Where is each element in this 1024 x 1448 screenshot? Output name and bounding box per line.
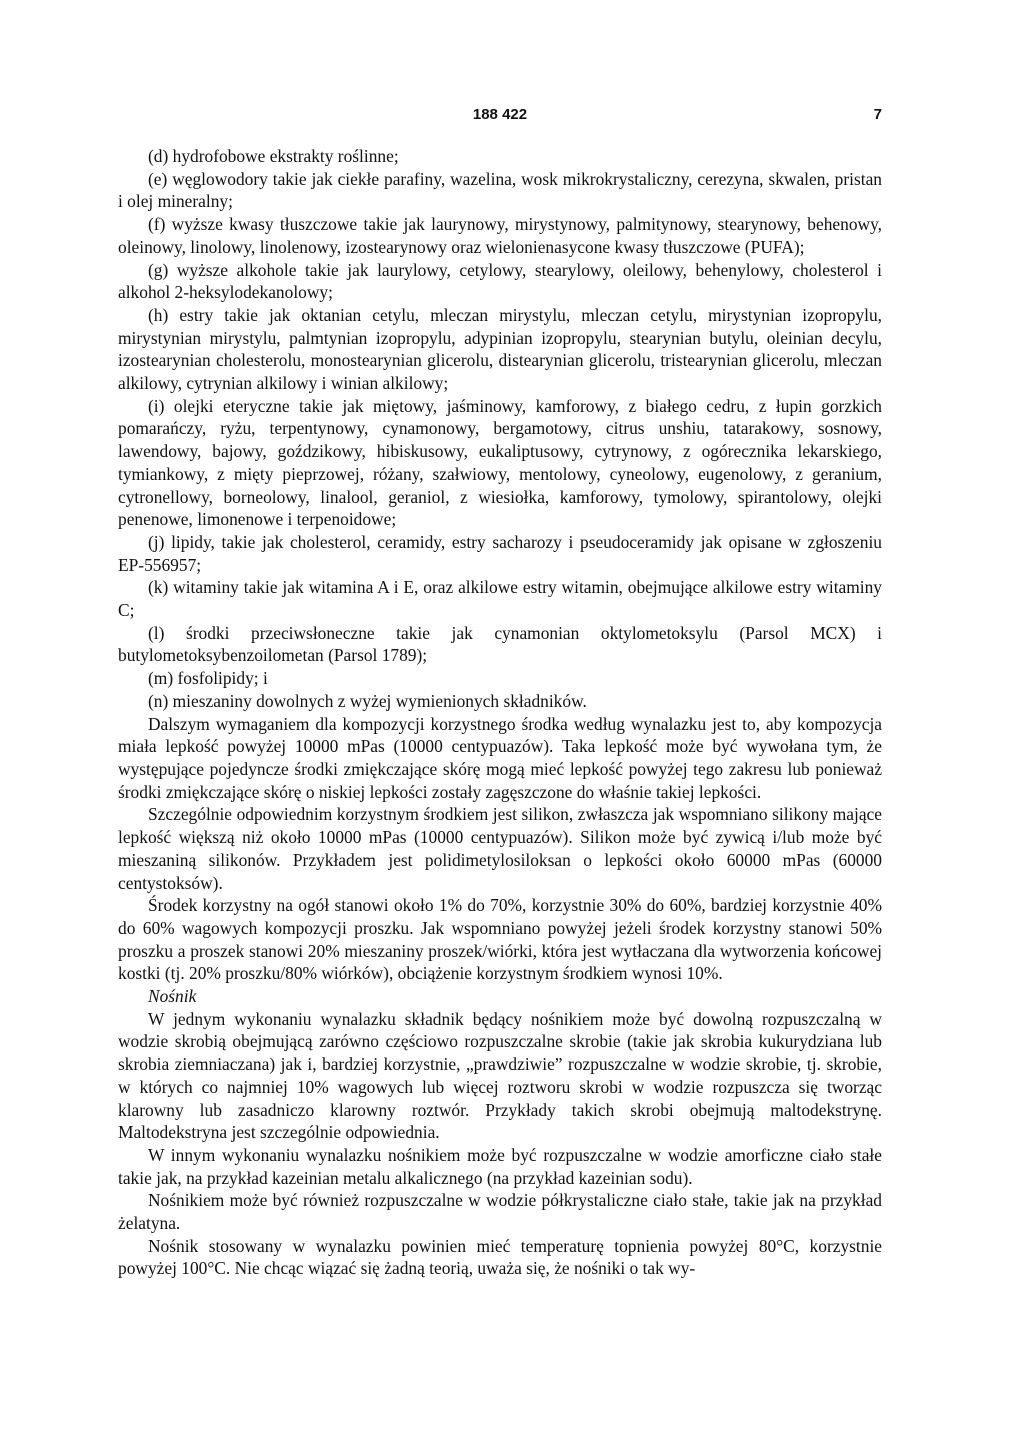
document-number: 188 422 (472, 106, 528, 123)
list-item-m: (m) fosfolipidy; i (148, 668, 268, 689)
list-item-k: (k) witaminy takie jak witamina A i E, oraz alkilowe estry witamin, obejmujące alkilowe estry witaminy C; (118, 577, 882, 621)
paragraph-viscosity: Dalszym wymaganiem dla kompozycji korzystnego środka według wynalazku jest to, aby kompozycja miała lepkość powyżej 10000 mPas (10000 centypuazów). Taka lepkość może być wywołana tym, że występujące pojedyncze środki zmiękczające skórę mogą mieć lepkość powyżej tego zakresu lub ponieważ środki zmiękczające skórę o niskiej lepkości zostały zagęszczone do właśnie takiej lepkości. (118, 713, 882, 802)
section-heading-carrier: Nośnik (148, 986, 197, 1007)
paragraph-melting-point: Nośnik stosowany w wynalazku powinien mieć temperaturę topnienia powyżej 80°C, korzystnie powyżej 100°C. Nie chcąc wiązać się żadną teorią, uważa się, że nośniki o tak wy- (118, 1235, 882, 1279)
list-item-j: (j) lipidy, takie jak cholesterol, ceramidy, estry sacharozy i pseudoceramidy jak opisane w zgłoszeniu EP-556957; (118, 531, 882, 575)
list-item-i: (i) olejki eteryczne takie jak miętowy, jaśminowy, kamforowy, z białego cedru, z łupin gorzkich pomarańczy, ryżu, terpentynowy, cynamonowy, bergamotowy, citrus unshiu, tatarakowy, sosnowy, lawendowy, bajowy, goździkowy, hibiskusowy, eukaliptusowy, cytrynowy, z ogórecznika lekarskiego, tymiankowy, z mięty pieprzowej, różany, szałwiowy, mentolowy, cyneolowy, eugenolowy, z geranium, cytronellowy, borneolowy, linalool, geraniol, z wiesiołka, kamforowy, tymolowy, spirantolowy, olejki penenowe, limonenowe i terpenoidowe; (118, 395, 882, 530)
paragraph-agent-amount: Środek korzystny na ogół stanowi około 1% do 70%, korzystnie 30% do 60%, bardziej korzystnie 40% do 60% wagowych kompozycji proszku. Jak wspomniano powyżej jeżeli środek korzystny stanowi 50% proszku a proszek stanowi 20% mieszaniny proszek/wiórki, która jest wytłaczana dla wytworzenia końcowej kostki (tj. 20% proszku/80% wiórków), obciążenie korzystnym środkiem wynosi 10%. (118, 895, 882, 984)
paragraph-silicone: Szczególnie odpowiednim korzystnym środkiem jest silikon, zwłaszcza jak wspomniano silikony mające lepkość większą niż około 10000 mPas (10000 centypuazów). Silikon może być zywicą i/lub może być mieszaniną silikonów. Przykładem jest polidimetylosiloksan o lepkości około 60000 mPas (60000 centystoksów). (118, 804, 882, 893)
paragraph-semicrystalline-carrier: Nośnikiem może być również rozpuszczalne w wodzie półkrystaliczne ciało stałe, takie jak na przykład żelatyna. (118, 1190, 882, 1234)
list-item-e: (e) węglowodory takie jak ciekłe parafiny, wazelina, wosk mikrokrystaliczny, cerezyna, skwalen, pristan i olej mineralny; (118, 168, 882, 212)
list-item-h: (h) estry takie jak oktanian cetylu, mleczan mirystylu, mleczan cetylu, mirystynian izopropylu, mirystynian mirystylu, palmtynian izopropylu, adypinian izopropylu, stearynian butylu, oleinian decylu, izostearynian cholesterolu, monostearynian glicerolu, distearynian glicerolu, tristearynian glicerolu, mleczan alkilowy, cytrynian alkilowy i winian alkilowy; (118, 304, 882, 394)
list-item-g: (g) wyższe alkohole takie jak laurylowy, cetylowy, stearylowy, oleilowy, behenylowy, cholesterol i alkohol 2-heksylodekanolowy; (118, 259, 882, 303)
list-item-l: (l) środki przeciwsłoneczne takie jak cynamonian oktylometoksylu (Parsol MCX) i butylometoksybenzoilometan (Parsol 1789); (118, 622, 882, 666)
page-number: 7 (873, 106, 882, 123)
list-item-d: (d) hydrofobowe ekstrakty roślinne; (148, 146, 399, 166)
list-item-f: (f) wyższe kwasy tłuszczowe takie jak laurynowy, mirystynowy, palmitynowy, stearynowy, behenowy, oleinowy, linolowy, linolenowy, izostearynowy oraz wielonienasycone kwasy tłuszczowe (PUFA); (118, 214, 882, 257)
list-item-n: (n) mieszaniny dowolnych z wyżej wymienionych składników. (148, 690, 587, 711)
document-body (118, 145, 882, 1280)
paragraph-amorphous-carrier: W innym wykonaniu wynalazku nośnikiem może być rozpuszczalne w wodzie amorficzne ciało stałe takie jak, na przykład kazeinian metalu alkalicznego (na przykład kazeinian sodu). (118, 1144, 882, 1188)
paragraph-starch-carrier: W jednym wykonaniu wynalazku składnik będący nośnikiem może być dowolną rozpuszczalną w wodzie skrobią obejmującą zarówno częściowo rozpuszczalne skrobie (takie jak skrobia kukurydziana lub skrobia ziemniaczana) jak i, bardziej korzystnie, „prawdziwie” rozpuszczalne w wodzie skrobie, tj. skrobie, w których co najmniej 10% wagowych lub więcej roztworu skrobi w wodzie rozpuszcza się tworząc klarowny lub zasadniczo klarowny roztwór. Przykłady takich skrobi obejmują maltodekstrynę. Maltodekstryna jest szczególnie odpowiednia. (118, 1008, 882, 1143)
page-header (118, 106, 882, 128)
